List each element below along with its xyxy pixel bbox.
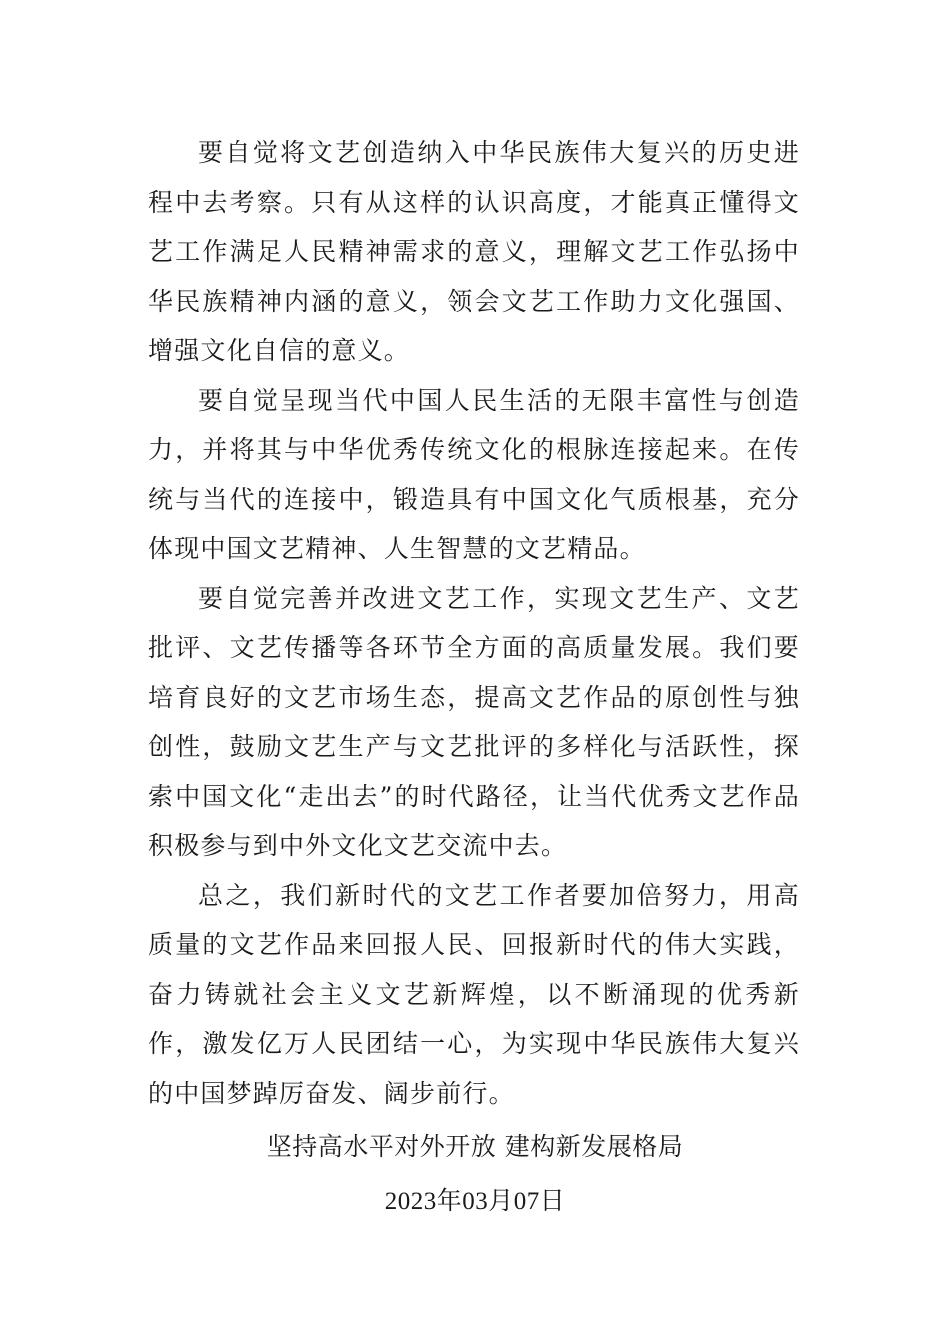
next-article-date: 2023年03月07日: [384, 1188, 566, 1215]
paragraph-2: 要自觉呈现当代中国人民生活的无限丰富性与创造力，并将其与中华优秀传统文化的根脉连接起来。在传统与当代的连接中，锻造具有中国文化气质根基，充分体现中国文艺精神、人生智慧的文艺精品。: [148, 385, 800, 563]
article-body: [148, 128, 800, 1118]
paragraph-4: 总之，我们新时代的文艺工作者要加倍努力，用高质量的文艺作品来回报人民、回报新时代的伟大实践，奋力铸就社会主义文艺新辉煌，以不断涌现的优秀新作，激发亿万人民团结一心，为实现中华民族伟大复兴的中国梦踔厉奋发、阔步前行。: [148, 880, 800, 1108]
paragraph-3: 要自觉完善并改进文艺工作，实现文艺生产、文艺批评、文艺传播等各环节全方面的高质量发展。我们要培育良好的文艺市场生态，提高文艺作品的原创性与独创性，鼓励文艺生产与文艺批评的多样化与活跃性，探索中国文化“走出去”的时代路径，让当代优秀文艺作品积极参与到中外文化文艺交流中去。: [148, 583, 800, 860]
paragraph-1: 要自觉将文艺创造纳入中华民族伟大复兴的历史进程中去考察。只有从这样的认识高度，才能真正懂得文艺工作满足人民精神需求的意义，理解文艺工作弘扬中华民族精神内涵的意义，领会文艺工作助力文化强国、增强文化自信的意义。: [148, 138, 800, 365]
next-article-title: 坚持高水平对外开放 建构新发展格局: [266, 1132, 684, 1161]
